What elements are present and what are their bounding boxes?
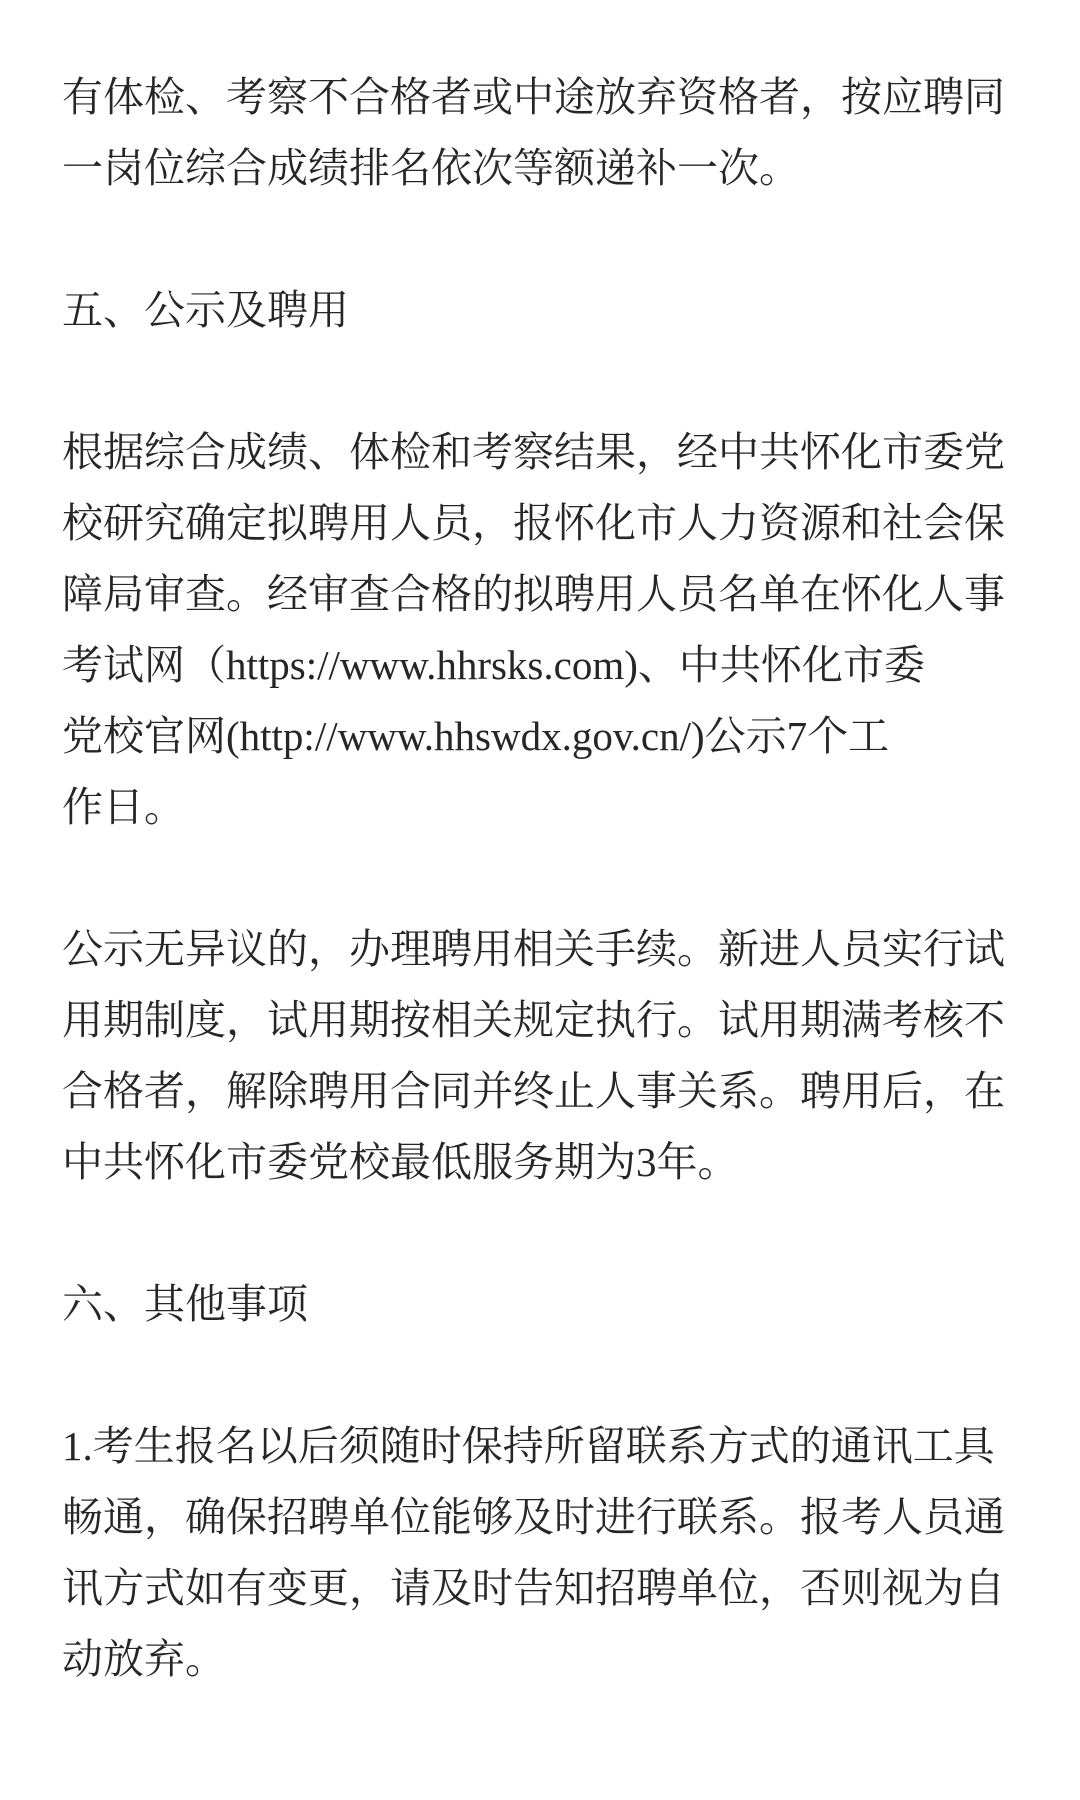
text-line: 畅通，确保招聘单位能够及时进行联系。报考人员通 (62, 1494, 1005, 1540)
paragraph-gap (62, 843, 1022, 914)
text-line: 校研究确定拟聘用人员，报怀化市人力资源和社会保 (62, 500, 1005, 546)
paragraph-gap (62, 1340, 1022, 1411)
text-line: 合格者，解除聘用合同并终止人事关系。聘用后，在 (62, 1068, 1005, 1114)
text-line: 用期制度，试用期按相关规定执行。试用期满考核不 (62, 997, 1005, 1043)
paragraph-publicity (62, 417, 1022, 843)
text-line: 根据综合成绩、体检和考察结果，经中共怀化市委党 (62, 429, 1005, 475)
text-line: 有体检、考察不合格者或中途放弃资格者，按应聘同 (62, 74, 1005, 120)
text-line: 中共怀化市委党校最低服务期为3年。 (62, 1139, 739, 1185)
text-line: 障局审查。经审查合格的拟聘用人员名单在怀化人事 (62, 571, 1005, 617)
heading-section-5 (62, 275, 1022, 346)
text-line: 动放弃。 (62, 1636, 226, 1682)
heading-section-6 (62, 1269, 1022, 1340)
text-line: 讯方式如有变更，请及时告知招聘单位，否则视为自 (62, 1565, 1005, 1611)
paragraph-employment (62, 914, 1022, 1198)
paragraph-gap (62, 204, 1022, 275)
paragraph-contact (62, 1411, 1022, 1695)
text-line: 一岗位综合成绩排名依次等额递补一次。 (62, 145, 800, 191)
text-line: 考试网（https://www.hhrsks.com)、中共怀化市委 (62, 642, 925, 688)
text-line: 作日。 (62, 784, 185, 830)
paragraph-gap (62, 346, 1022, 417)
text-line: 六、其他事项 (62, 1281, 308, 1327)
text-line: 公示无异议的，办理聘用相关手续。新进人员实行试 (62, 926, 1005, 972)
paragraph-gap (62, 1198, 1022, 1269)
text-line: 五、公示及聘用 (62, 287, 349, 333)
paragraph-replacement (62, 62, 1022, 204)
text-line: 党校官网(http://www.hhswdx.gov.cn/)公示7个工 (62, 713, 890, 759)
text-line: 1.考生报名以后须随时保持所留联系方式的通讯工具 (62, 1423, 995, 1469)
document-body (62, 62, 1022, 1695)
